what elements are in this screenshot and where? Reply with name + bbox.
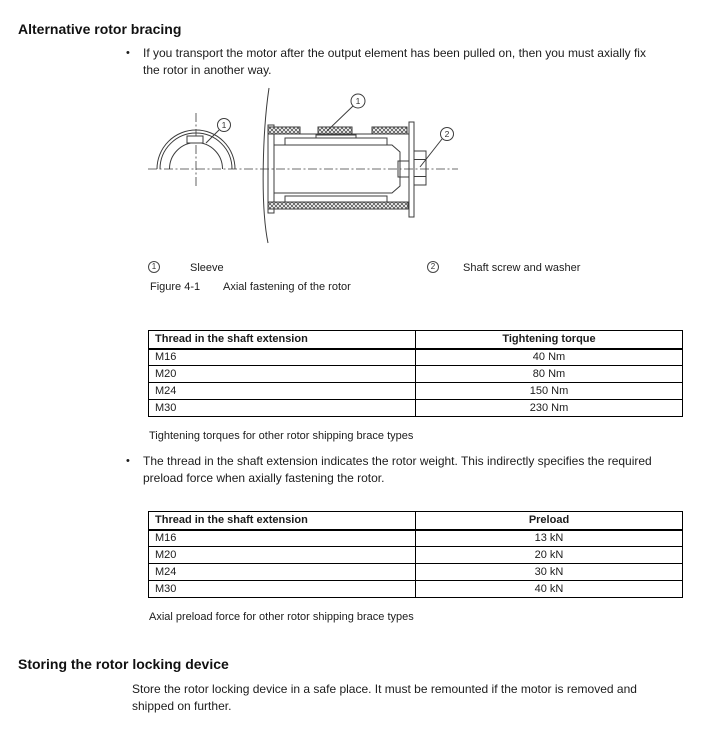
cell-thread: M20 bbox=[149, 366, 416, 383]
torque-table-caption: Tightening torques for other rotor shipping brace types bbox=[149, 430, 414, 442]
sleeve-hatch-top-3 bbox=[372, 127, 407, 134]
cell-thread: M30 bbox=[149, 400, 416, 417]
cell-thread: M20 bbox=[149, 547, 416, 564]
callout-1-number: 1 bbox=[355, 96, 361, 106]
cell-preload: 30 kN bbox=[416, 564, 683, 581]
bullet-text: If you transport the motor after the output element has been pulled on, then you must axially fix the rotor in another way. bbox=[143, 46, 646, 77]
bullet-marker: • bbox=[126, 47, 130, 59]
sleeve-hatch-top-1 bbox=[268, 127, 300, 134]
table-row bbox=[149, 547, 683, 564]
bullet-item bbox=[126, 45, 665, 78]
rotor-fastening-diagram bbox=[148, 86, 460, 251]
figure-label: Figure 4-1 bbox=[150, 281, 201, 293]
table-row bbox=[149, 349, 683, 366]
legend-1-label: Sleeve bbox=[190, 262, 224, 274]
callout-2-number: 2 bbox=[444, 129, 450, 139]
cell-thread: M16 bbox=[149, 349, 416, 366]
preload-table bbox=[148, 511, 683, 598]
table-row bbox=[149, 400, 683, 417]
washer-plate bbox=[409, 122, 414, 217]
preload-table-caption: Axial preload force for other rotor shipping brace types bbox=[149, 611, 414, 623]
bullet-marker: • bbox=[126, 455, 130, 467]
table-row bbox=[149, 383, 683, 400]
cell-torque: 230 Nm bbox=[416, 400, 683, 417]
cell-torque: 150 Nm bbox=[416, 383, 683, 400]
screw-head bbox=[414, 151, 426, 185]
table-header-row bbox=[149, 331, 683, 349]
cell-thread: M24 bbox=[149, 383, 416, 400]
cell-thread: M24 bbox=[149, 564, 416, 581]
cell-preload: 13 kN bbox=[416, 530, 683, 547]
cell-preload: 40 kN bbox=[416, 581, 683, 598]
column-header-thread: Thread in the shaft extension bbox=[149, 331, 416, 349]
bullet-text: The thread in the shaft extension indicates the rotor weight. This indirectly specifies the required preload force when axially fastening the rotor. bbox=[143, 454, 652, 485]
column-header-preload: Preload bbox=[416, 512, 683, 530]
column-header-thread: Thread in the shaft extension bbox=[149, 512, 416, 530]
bullet-item bbox=[126, 453, 671, 486]
table-row bbox=[149, 366, 683, 383]
legend-2-icon: 2 bbox=[427, 261, 439, 273]
legend-2-label: Shaft screw and washer bbox=[463, 262, 581, 274]
cell-thread: M16 bbox=[149, 530, 416, 547]
figure-caption: Axial fastening of the rotor bbox=[223, 281, 351, 293]
cell-thread: M30 bbox=[149, 581, 416, 598]
cell-torque: 80 Nm bbox=[416, 366, 683, 383]
callout-1-left bbox=[206, 119, 231, 144]
motor-shaft-section bbox=[263, 88, 426, 243]
table-row bbox=[149, 530, 683, 547]
table-row bbox=[149, 564, 683, 581]
section-heading-storing-rotor-locking-device: Storing the rotor locking device bbox=[18, 656, 229, 672]
cell-preload: 20 kN bbox=[416, 547, 683, 564]
legend-1-icon: 1 bbox=[148, 261, 160, 273]
section-heading-alternative-rotor-bracing: Alternative rotor bracing bbox=[18, 21, 182, 37]
sleeve-hatch-bottom bbox=[268, 202, 408, 209]
cell-torque: 40 Nm bbox=[416, 349, 683, 366]
tightening-torque-table bbox=[148, 330, 683, 417]
column-header-torque: Tightening torque bbox=[416, 331, 683, 349]
table-row bbox=[149, 581, 683, 598]
callout-1-number: 1 bbox=[221, 120, 227, 130]
section-paragraph: Store the rotor locking device in a safe place. It must be remounted if the motor is removed and shipped on further. bbox=[132, 682, 637, 713]
table-header-row bbox=[149, 512, 683, 530]
sleeve-hatch-top-2 bbox=[318, 127, 352, 134]
